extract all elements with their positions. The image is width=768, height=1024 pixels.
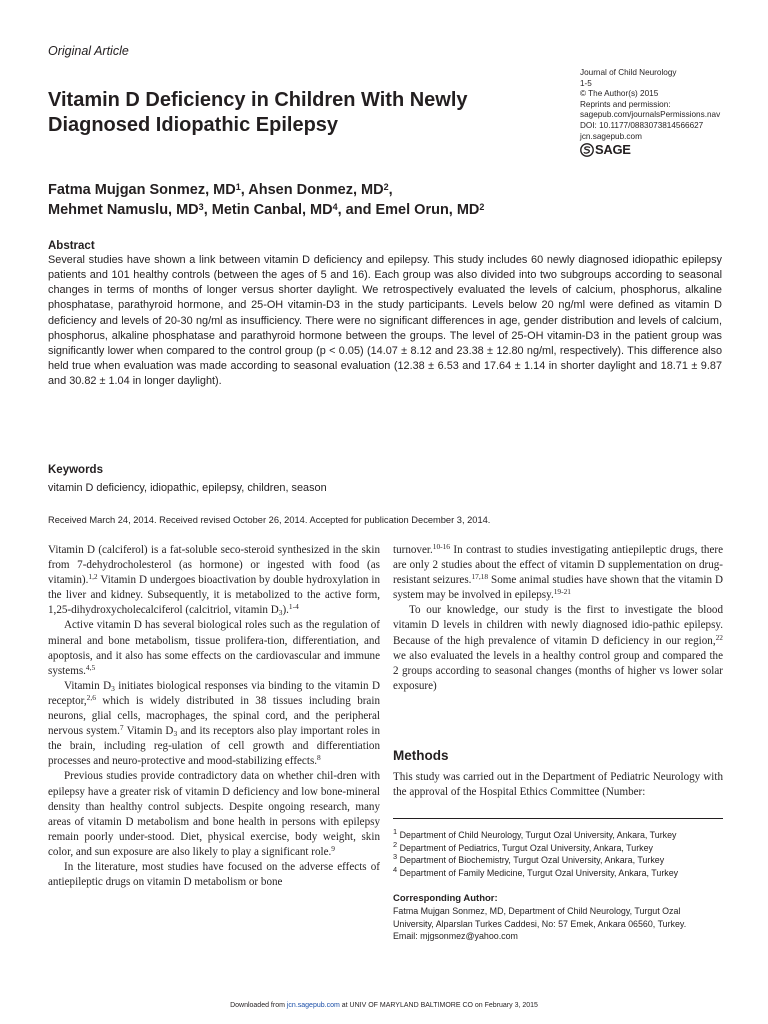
body-paragraph: Previous studies provide contradictory data on whether chil-dren with epilepsy have a greater risk of vitamin D deficiency and low bone-mineral density than healthy control subjects. Despite ongoing research, many areas of vitamin D metabolism and bone health in persons with epilepsy remain poorly under-stood. Diet, physical exercise, body weight, skin color, and sun exposure are also likely to play a significant role.$^9$ xyxy=(48,770,380,858)
body-paragraph: turnover.$^{10-16}$ In contrast to studies investigating antiepileptic drugs, there are only 2 studies about the effect of vitamin D supplementation on drug-resistant seizures.$^{17,18}$ Some animal studies have shown that the vitamin D system may be involved in epilepsy.$^{19-21}$ xyxy=(393,542,723,602)
methods-text xyxy=(393,770,723,800)
journal-info xyxy=(580,68,760,157)
corresponding-author xyxy=(393,893,728,943)
author-name: , Ahsen Donmez, MD xyxy=(240,182,384,198)
journal-site[interactable]: jcn.sagepub.com xyxy=(580,131,642,141)
citation-ref[interactable]: 9 xyxy=(331,843,335,853)
author-name: Fatma Mujgan Sonmez, MD xyxy=(48,182,236,198)
author-affiliation-ref: 2 xyxy=(383,182,389,192)
citation-ref[interactable]: 8 xyxy=(317,753,321,763)
body-paragraph: Vitamin $D_3$ initiates biological responses via binding to the vitamin D receptor,$^{2,6}$ which is widely distributed in 38 tissues including brain neurons, glial cells, macrophages, the spinal cord, and the peripheral nervous system.$^7$ Vitamin $D_3$ and its receptors also play important roles in the brain, including reg-ulation of cell growth and differentiation processes and neuro-protective and mood-stabilizing effects.$^8$ xyxy=(48,679,380,768)
journal-pages: 1-5 xyxy=(580,78,592,88)
citation-ref[interactable]: 1-4 xyxy=(288,602,299,612)
citation-ref[interactable]: 19-21 xyxy=(553,587,571,597)
corresponding-heading: Corresponding Author: xyxy=(393,893,498,904)
footer-prefix: Downloaded from xyxy=(230,1002,287,1009)
journal-doi[interactable]: DOI: 10.1177/0883073814566627 xyxy=(580,120,704,130)
affiliations xyxy=(393,829,678,880)
corresponding-line: University, Alparslan Turkes Caddesi, No: 57 Emek, Ankara 06560, Turkey. xyxy=(393,918,687,929)
author-name: , and Emel Orun, MD xyxy=(337,202,480,218)
body-paragraph: To our knowledge, our study is the first to investigate the blood vitamin D levels in children with newly diagnosed idio-pathic epilepsy. Because of the high prevalence of vitamin D deficiency in our region,$^{22}$ we also evaluated the levels in a healthy control group and compared the 2 groups according to seasonal changes (months of higher vs lower solar exposure) xyxy=(393,604,723,692)
citation-ref[interactable]: 7 xyxy=(119,723,124,733)
body-right-column xyxy=(393,543,723,694)
corresponding-email[interactable]: Email: mjgsonmez@yahoo.com xyxy=(393,931,518,942)
body-left-column xyxy=(48,543,380,890)
journal-name: Journal of Child Neurology xyxy=(580,68,677,77)
author-affiliation-ref: 1 xyxy=(235,182,241,192)
affiliation-item: $^4$ Department of Family Medicine, Turgut Ozal University, Ankara, Turkey xyxy=(393,865,679,879)
body-paragraph: Vitamin D (calciferol) is a fat-soluble seco-steroid synthesized in the skin from 7-dehydrocholesterol (as hormone) or ingested with food (as vitamin).$^{1,2}$ Vitamin D undergoes bioactivation by double hydroxylation in the liver and kidney. Subsequently, it is metabolized to the active form, 1,25-dihydroxycholecalciferol (calcitriol, vitamin $D_3).^{1-4}$ xyxy=(48,544,380,618)
download-footer xyxy=(0,1002,768,1009)
affiliation-item: $^2$ Department of Pediatrics, Turgut Ozal University, Ankara, Turkey xyxy=(393,839,653,853)
corresponding-line: Fatma Mujgan Sonmez, MD, Department of Child Neurology, Turgut Ozal xyxy=(393,906,681,917)
footnote-divider xyxy=(393,818,723,819)
author-affiliation-ref: 2 xyxy=(479,202,485,212)
citation-ref[interactable]: 2,6 xyxy=(86,692,96,702)
journal-reprints-url[interactable]: sagepub.com/journalsPermissions.nav xyxy=(580,110,721,120)
sage-logo-text: SAGE xyxy=(595,141,631,157)
methods-heading: Methods xyxy=(393,748,449,763)
affiliation-item: $^1$ Department of Child Neurology, Turgut Ozal University, Ankara, Turkey xyxy=(393,827,677,840)
author-affiliation-ref: 4 xyxy=(332,202,338,212)
journal-copyright: © The Author(s) 2015 xyxy=(580,89,659,99)
footer-suffix: at UNIV OF MARYLAND BALTIMORE CO on February 3, 2015 xyxy=(339,1002,538,1009)
author-affiliation-ref: 3 xyxy=(198,202,204,212)
sage-swirl-icon xyxy=(580,143,594,157)
citation-ref[interactable]: 1,2 xyxy=(88,572,98,582)
citation-ref[interactable]: 4,5 xyxy=(85,662,96,672)
author-name: , Metin Canbal, MD xyxy=(203,202,333,218)
keywords-text: vitamin D deficiency, idiopathic, epilepsy, children, season xyxy=(48,482,327,494)
abstract-heading: Abstract xyxy=(48,240,95,252)
citation-ref[interactable]: 17,18 xyxy=(471,572,489,582)
author-name: Mehmet Namuslu, MD xyxy=(48,202,199,218)
affiliation-item: $^3$ Department of Biochemistry, Turgut Ozal University, Ankara, Turkey xyxy=(393,852,665,866)
body-paragraph: In the literature, most studies have focused on the adverse effects of antiepileptic drugs on vitamin D metabolism or bone xyxy=(48,860,380,889)
author-list xyxy=(48,180,608,220)
article-title: Vitamin D Deficiency in Children With Newly Diagnosed Idiopathic Epilepsy xyxy=(48,89,468,136)
citation-ref[interactable]: 22 xyxy=(715,632,723,642)
body-paragraph: This study was carried out in the Department of Pediatric Neurology with the approval of the Hospital Ethics Committee (Number: xyxy=(393,771,723,799)
citation-ref[interactable]: 10-16 xyxy=(432,542,450,551)
author-separator: , xyxy=(388,182,393,198)
author-line-2 xyxy=(48,200,608,220)
sage-logo xyxy=(580,143,760,157)
abstract-text: Several studies have shown a link between vitamin D deficiency and epilepsy. This study includes 60 newly diagnosed idiopathic epilepsy patients and 101 healthy controls (between the ages of 5 and 16). Each group was also divided into two subgroups according to seasonal changes in terms of months of longer versus shorter daylight. We retrospectively evaluated the levels of calcium, phosphorus, alkaline phosphatase, parathyroid hormone, and 25-OH vitamin-D3 in the study participants. Levels below 20 ng/ml were defined as vitamin D deficiency and levels of 20-30 ng/ml as insufficiency. There were no significant differences in age, gender distribution and levels of calcium, phosphorus, alkaline phosphatase and parathyroid hormone between the groups. The level of 25-OH vitamin-D3 in the patient group was significantly lower when compared to the control group (p < 0.05) (14.07 ± 8.12 and 23.38 ± 12.80 ng/ml, respectively). This difference also held true when evaluation was made according to seasonal evaluation (12.38 ± 6.53 and 17.64 ± 1.14 in shorter daylight and 18.71 ± 9.87 and 30.82 ± 1.04 in longer daylight). xyxy=(48,254,722,388)
keywords-heading: Keywords xyxy=(48,464,103,476)
article-category: Original Article xyxy=(48,44,129,58)
body-paragraph: Active vitamin D has several biological roles such as the regulation of mineral and bone metabolism, tissue prolifera-tion, differentiation, and apoptosis, and it also has some effects on the cardiovascular and immune systems.$^{4,5}$ xyxy=(48,619,380,677)
footer-link[interactable]: jcn.sagepub.com xyxy=(286,1002,340,1009)
author-line-1 xyxy=(48,180,608,200)
journal-reprints: Reprints and permission: xyxy=(580,99,671,109)
publication-dates: Received March 24, 2014. Received revised October 26, 2014. Accepted for publication December 3, 2014. xyxy=(48,515,491,525)
